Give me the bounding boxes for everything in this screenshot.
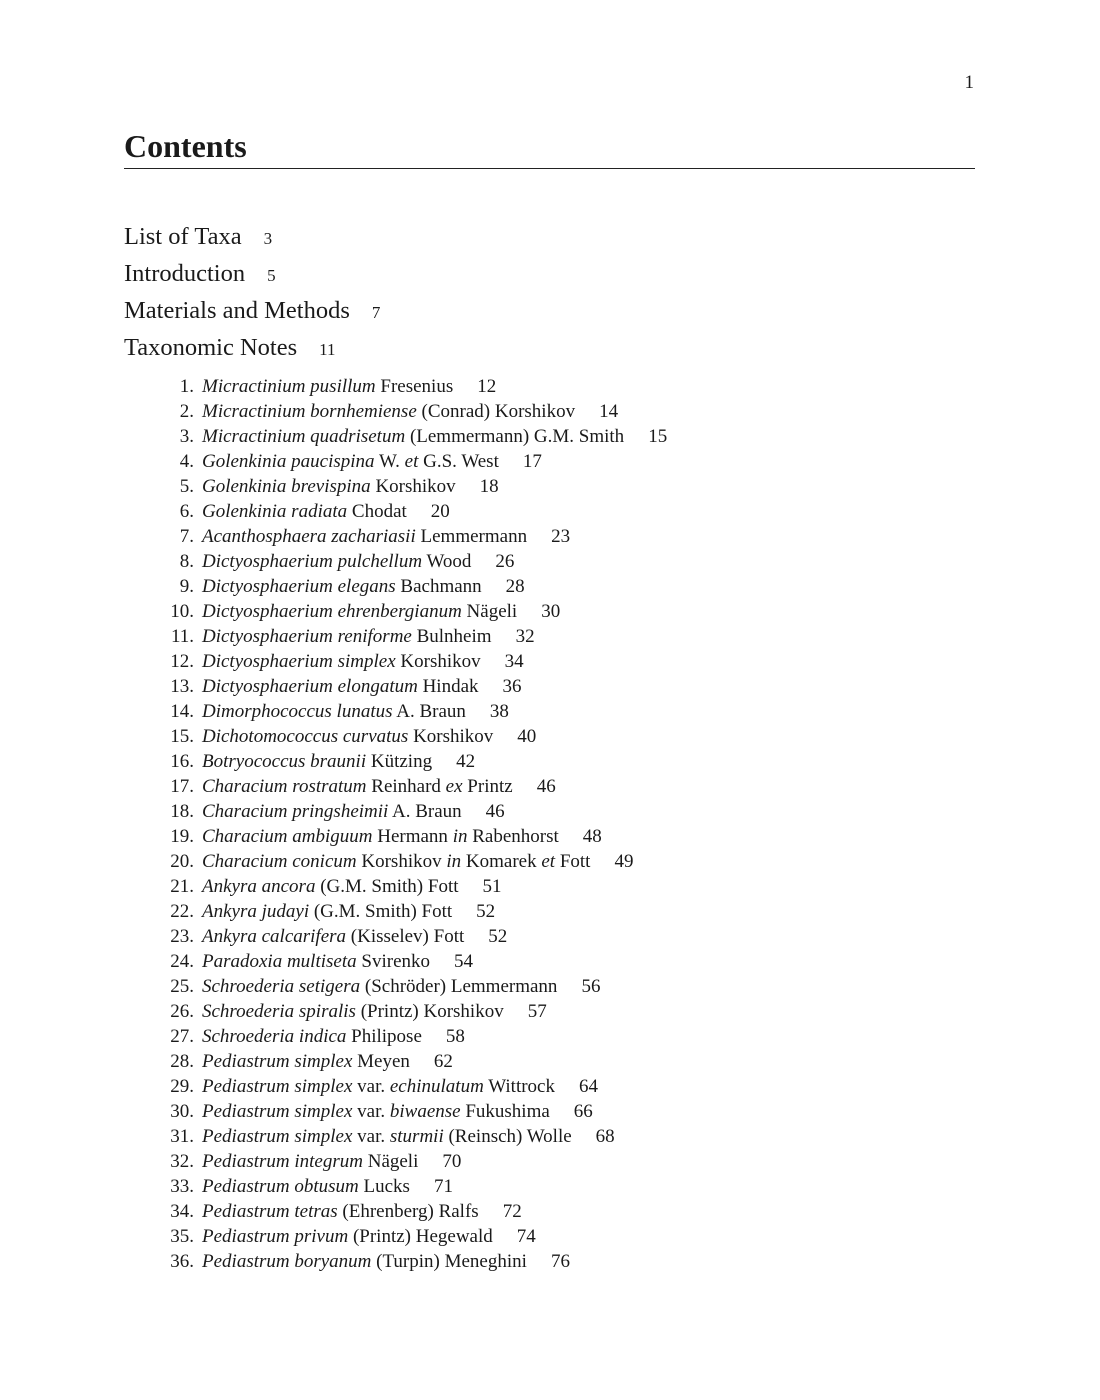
- taxon-number: 14.: [170, 701, 194, 722]
- taxon-entry[interactable]: [164, 1199, 667, 1224]
- taxon-name-roman-part: Rabenhorst: [467, 826, 559, 847]
- taxon-name-roman-part: Bachmann: [395, 576, 482, 597]
- taxon-page-number: 36: [502, 676, 522, 697]
- toc-entry-page: 3: [263, 229, 273, 248]
- taxon-number: 13.: [170, 676, 194, 697]
- taxon-entry[interactable]: [164, 374, 667, 399]
- taxon-name-roman-part: (Lemmermann) G.M. Smith: [405, 426, 625, 447]
- taxon-name: [202, 974, 557, 999]
- taxon-name-italic-part: Dimorphococcus lunatus: [202, 701, 393, 722]
- taxon-name-roman-part: Wood: [422, 551, 472, 572]
- taxon-number: 34.: [170, 1201, 194, 1222]
- taxon-page-number: 71: [433, 1176, 453, 1197]
- taxon-page-number: 40: [517, 726, 537, 747]
- taxon-entry[interactable]: [164, 549, 667, 574]
- page-title: Contents: [124, 128, 247, 164]
- taxon-name-roman-part: var.: [352, 1076, 390, 1097]
- taxon-name-italic-part: Pediastrum simplex: [202, 1101, 353, 1122]
- taxon-entry[interactable]: [164, 724, 667, 749]
- taxon-number: 19.: [170, 826, 194, 847]
- taxon-entry[interactable]: [164, 499, 667, 524]
- taxon-name-italic-part: sturmii: [389, 1126, 444, 1147]
- taxon-page-number: 74: [516, 1226, 536, 1247]
- taxon-number: 6.: [179, 501, 194, 522]
- taxon-name: [202, 874, 459, 899]
- taxon-name-italic-part: Characium ambiguum: [202, 826, 373, 847]
- taxon-number: 29.: [170, 1076, 194, 1097]
- taxon-name-italic-part: Dictyosphaerium pulchellum: [202, 551, 423, 572]
- taxon-entry[interactable]: [164, 1049, 667, 1074]
- taxon-name-roman-part: Chodat: [347, 501, 407, 522]
- taxon-name-roman-part: Meyen: [352, 1051, 410, 1072]
- taxon-page-number: 28: [505, 576, 525, 597]
- taxon-page-number: 26: [495, 551, 515, 572]
- taxon-entry[interactable]: [164, 1174, 667, 1199]
- taxon-page-number: 15: [648, 426, 668, 447]
- taxon-name-roman-part: G.S. West: [418, 451, 499, 472]
- taxon-name: [202, 1024, 422, 1049]
- taxon-name-roman-part: Kützing: [366, 751, 433, 772]
- taxon-page-number: 32: [515, 626, 535, 647]
- taxon-name: [202, 849, 590, 874]
- taxon-name-italic-part: Micractinium bornhemiense: [202, 401, 417, 422]
- taxon-page-number: 46: [536, 776, 556, 797]
- taxon-name-italic-part: Pediastrum privum: [202, 1226, 349, 1247]
- taxon-name-roman-part: Korshikov: [395, 651, 481, 672]
- taxon-entry[interactable]: [164, 749, 667, 774]
- taxon-entry[interactable]: [164, 424, 667, 449]
- taxon-page-number: 76: [550, 1251, 570, 1272]
- taxon-number: 31.: [170, 1126, 194, 1147]
- taxon-number: 12.: [170, 651, 194, 672]
- taxon-number: 28.: [170, 1051, 194, 1072]
- taxon-name-italic-part: Micractinium pusillum: [202, 376, 376, 397]
- toc-entry-taxonomic-notes[interactable]: [124, 329, 380, 366]
- taxon-name-italic-part: ex: [445, 776, 463, 797]
- taxon-name-italic-part: Golenkinia brevispina: [202, 476, 371, 497]
- taxon-name-roman-part: (Reinsch) Wolle: [443, 1126, 572, 1147]
- taxon-name-roman-part: W.: [374, 451, 405, 472]
- taxon-name-roman-part: Hindak: [417, 676, 479, 697]
- taxon-name: [202, 749, 432, 774]
- taxon-entry[interactable]: [164, 799, 667, 824]
- taxon-name: [202, 449, 499, 474]
- taxon-number: 8.: [179, 551, 194, 572]
- taxon-name-italic-part: Pediastrum simplex: [202, 1126, 353, 1147]
- taxon-number: 24.: [170, 951, 194, 972]
- taxon-page-number: 34: [504, 651, 524, 672]
- taxon-number: 36.: [170, 1251, 194, 1272]
- taxon-page-number: 18: [479, 476, 499, 497]
- taxon-entry[interactable]: [164, 1024, 667, 1049]
- taxon-number: 20.: [170, 851, 194, 872]
- taxon-name-roman-part: Lemmermann: [415, 526, 528, 547]
- taxon-name-italic-part: Golenkinia paucispina: [202, 451, 375, 472]
- taxon-name-italic-part: Micractinium quadrisetum: [202, 426, 406, 447]
- taxon-entry[interactable]: [164, 999, 667, 1024]
- taxon-name-italic-part: Dictyosphaerium elegans: [202, 576, 396, 597]
- taxon-number: 26.: [170, 1001, 194, 1022]
- taxon-name: [202, 399, 575, 424]
- taxon-name-roman-part: Bulnheim: [411, 626, 492, 647]
- toc-entry-title: Taxonomic Notes: [124, 334, 298, 361]
- taxon-page-number: 42: [456, 751, 476, 772]
- taxon-page-number: 30: [541, 601, 561, 622]
- taxon-name-roman-part: Wittrock: [483, 1076, 555, 1097]
- taxon-name-roman-part: (Schröder) Lemmermann: [360, 976, 558, 997]
- taxon-entry[interactable]: [164, 1224, 667, 1249]
- taxon-name-roman-part: (Conrad) Korshikov: [416, 401, 576, 422]
- top-level-entries: [124, 218, 380, 366]
- taxon-name-roman-part: (Printz) Korshikov: [355, 1001, 504, 1022]
- taxon-page-number: 51: [482, 876, 502, 897]
- taxon-page-number: 66: [573, 1101, 593, 1122]
- taxon-page-number: 23: [551, 526, 571, 547]
- taxon-page-number: 46: [485, 801, 505, 822]
- taxon-name-italic-part: Characium rostratum: [202, 776, 367, 797]
- taxon-page-number: 20: [430, 501, 450, 522]
- taxon-name-italic-part: Ankyra judayi: [202, 901, 310, 922]
- taxon-entry[interactable]: [164, 649, 667, 674]
- taxon-name: [202, 699, 466, 724]
- taxon-name-italic-part: Schroederia setigera: [202, 976, 361, 997]
- taxon-name-italic-part: Schroederia spiralis: [202, 1001, 356, 1022]
- taxon-name-italic-part: in: [446, 851, 462, 872]
- taxon-number: 10.: [170, 601, 194, 622]
- taxon-name: [202, 1149, 418, 1174]
- taxon-name-roman-part: A. Braun: [388, 801, 462, 822]
- taxon-page-number: 64: [579, 1076, 598, 1097]
- taxon-name-italic-part: Pediastrum simplex: [202, 1076, 353, 1097]
- taxon-number: 27.: [170, 1026, 194, 1047]
- taxon-name-roman-part: Korshikov: [370, 476, 456, 497]
- taxon-number: 21.: [170, 876, 194, 897]
- taxon-name: [202, 899, 452, 924]
- taxon-number: 4.: [179, 451, 194, 472]
- taxon-number: 3.: [179, 426, 194, 447]
- taxon-number: 32.: [170, 1151, 194, 1172]
- toc-entry-list-of-taxa[interactable]: [124, 218, 380, 255]
- taxon-name: [202, 1049, 410, 1074]
- taxon-name-roman-part: A. Braun: [392, 701, 466, 722]
- taxon-name: [202, 824, 559, 849]
- taxon-entry[interactable]: [164, 1074, 667, 1099]
- taxon-name-roman-part: (G.M. Smith) Fott: [309, 901, 453, 922]
- taxon-entry[interactable]: [164, 924, 667, 949]
- taxon-number: 22.: [170, 901, 194, 922]
- taxon-name: [202, 1099, 550, 1124]
- taxon-name: [202, 924, 464, 949]
- taxon-name-italic-part: Acanthosphaera zachariasii: [202, 526, 416, 547]
- taxon-number: 25.: [170, 976, 194, 997]
- taxon-name-roman-part: Korshikov: [408, 726, 494, 747]
- taxon-number: 33.: [170, 1176, 194, 1197]
- taxon-name: [202, 799, 462, 824]
- taxon-name-italic-part: Pediastrum integrum: [202, 1151, 363, 1172]
- taxon-name-roman-part: (Ehrenberg) Ralfs: [337, 1201, 479, 1222]
- taxon-name-italic-part: Characium conicum: [202, 851, 357, 872]
- taxon-name-roman-part: (G.M. Smith) Fott: [315, 876, 459, 897]
- taxon-name: [202, 599, 517, 624]
- taxon-number: 23.: [170, 926, 194, 947]
- taxon-entry[interactable]: [164, 699, 667, 724]
- taxon-page-number: 58: [445, 1026, 465, 1047]
- toc-entry-page: 11: [319, 340, 336, 359]
- taxon-name-italic-part: Paradoxia multiseta: [202, 951, 357, 972]
- taxon-page-number: 12: [477, 376, 497, 397]
- taxon-number: 9.: [179, 576, 194, 597]
- taxon-entry[interactable]: [164, 1099, 667, 1124]
- taxon-name: [202, 1199, 479, 1224]
- taxon-number: 7.: [179, 526, 194, 547]
- taxon-name-italic-part: Golenkinia radiata: [202, 501, 348, 522]
- taxon-name-italic-part: Dichotomococcus curvatus: [202, 726, 409, 747]
- taxon-name-italic-part: biwaense: [389, 1101, 461, 1122]
- taxon-name: [202, 774, 513, 799]
- taxon-entry[interactable]: [164, 599, 667, 624]
- taxon-name-roman-part: Svirenko: [356, 951, 430, 972]
- taxon-name: [202, 374, 453, 399]
- taxon-page-number: 57: [527, 1001, 547, 1022]
- taxon-name: [202, 949, 430, 974]
- taxon-name-italic-part: Dictyosphaerium ehrenbergianum: [202, 601, 462, 622]
- taxon-entry[interactable]: [164, 949, 667, 974]
- taxon-page-number: 52: [476, 901, 496, 922]
- taxon-name: [202, 524, 527, 549]
- taxon-number: 2.: [179, 401, 194, 422]
- taxon-number: 35.: [170, 1226, 194, 1247]
- taxon-name-roman-part: Fukushima: [460, 1101, 550, 1122]
- taxon-number: 11.: [170, 626, 194, 647]
- taxon-entry[interactable]: [164, 624, 667, 649]
- taxon-name: [202, 574, 482, 599]
- taxon-name-roman-part: (Kisselev) Fott: [346, 926, 465, 947]
- taxon-entry[interactable]: [164, 774, 667, 799]
- taxon-name-italic-part: Pediastrum obtusum: [202, 1176, 359, 1197]
- taxon-name-italic-part: Dictyosphaerium elongatum: [202, 676, 418, 697]
- taxon-page-number: 38: [489, 701, 509, 722]
- taxon-number: 1.: [179, 376, 194, 397]
- taxon-name: [202, 724, 493, 749]
- taxon-name-roman-part: Philipose: [346, 1026, 422, 1047]
- taxon-name: [202, 424, 624, 449]
- taxon-name: [202, 1124, 572, 1149]
- taxon-name-roman-part: Fott: [555, 851, 591, 872]
- taxon-page-number: 68: [595, 1126, 615, 1147]
- taxon-entry[interactable]: [164, 1149, 667, 1174]
- taxon-name-roman-part: (Printz) Hegewald: [348, 1226, 493, 1247]
- page-number: 1: [964, 72, 974, 93]
- taxon-entry[interactable]: [164, 974, 667, 999]
- taxon-entry[interactable]: [164, 874, 667, 899]
- taxon-name: [202, 549, 471, 574]
- taxon-page-number: 70: [442, 1151, 462, 1172]
- taxon-name: [202, 1074, 555, 1099]
- taxon-name-italic-part: Schroederia indica: [202, 1026, 347, 1047]
- taxon-name: [202, 1224, 493, 1249]
- taxon-name-roman-part: (Turpin) Meneghini: [371, 1251, 527, 1272]
- taxon-name-roman-part: Hermann: [372, 826, 453, 847]
- toc-entry-title: Materials and Methods: [124, 297, 350, 324]
- taxon-name-italic-part: Dictyosphaerium reniforme: [202, 626, 412, 647]
- taxon-entry[interactable]: [164, 1124, 667, 1149]
- toc-entry-page: 5: [267, 266, 276, 285]
- taxon-page-number: 56: [581, 976, 601, 997]
- taxon-name-italic-part: in: [452, 826, 468, 847]
- taxon-number: 30.: [170, 1101, 194, 1122]
- taxon-name-roman-part: Printz: [462, 776, 513, 797]
- taxon-entry[interactable]: [164, 574, 667, 599]
- taxon-name-roman-part: Reinhard: [366, 776, 446, 797]
- taxon-name: [202, 1174, 410, 1199]
- taxon-name-roman-part: Nägeli: [461, 601, 518, 622]
- taxon-name-italic-part: Ankyra ancora: [202, 876, 316, 897]
- taxon-name: [202, 674, 479, 699]
- taxon-name-roman-part: Lucks: [358, 1176, 410, 1197]
- taxon-name-italic-part: echinulatum: [389, 1076, 484, 1097]
- taxon-page-number: 62: [433, 1051, 453, 1072]
- taxon-page-number: 72: [502, 1201, 522, 1222]
- taxon-name: [202, 999, 504, 1024]
- taxon-name-roman-part: Nägeli: [362, 1151, 419, 1172]
- taxon-name: [202, 499, 407, 524]
- taxon-number: 5.: [179, 476, 194, 497]
- taxon-name-italic-part: Characium pringsheimii: [202, 801, 389, 822]
- contents-header: [124, 126, 975, 169]
- taxon-name-italic-part: Ankyra calcarifera: [202, 926, 347, 947]
- taxon-entry[interactable]: [164, 449, 667, 474]
- taxon-name: [202, 624, 492, 649]
- taxon-name: [202, 1249, 527, 1274]
- toc-entry-title: List of Taxa: [124, 223, 242, 250]
- taxon-page-number: 49: [614, 851, 634, 872]
- taxon-name-roman-part: var.: [352, 1101, 390, 1122]
- taxon-entry[interactable]: [164, 524, 667, 549]
- taxon-entry[interactable]: [164, 1249, 667, 1274]
- taxon-page-number: 52: [488, 926, 508, 947]
- taxon-number: 17.: [170, 776, 194, 797]
- taxon-name-italic-part: Pediastrum tetras: [202, 1201, 338, 1222]
- taxon-number: 16.: [170, 751, 194, 772]
- taxon-page-number: 14: [599, 401, 619, 422]
- taxon-entry[interactable]: [164, 399, 667, 424]
- taxon-name-roman-part: Fresenius: [375, 376, 454, 397]
- taxon-name-italic-part: et: [541, 851, 556, 872]
- toc-entry-page: 7: [371, 303, 381, 322]
- taxon-name-italic-part: Pediastrum simplex: [202, 1051, 353, 1072]
- taxon-number: 15.: [170, 726, 194, 747]
- taxa-list: [164, 374, 667, 1274]
- taxon-name-italic-part: et: [404, 451, 419, 472]
- taxon-name-roman-part: Komarek: [461, 851, 542, 872]
- taxon-number: 18.: [170, 801, 194, 822]
- taxon-name-italic-part: Pediastrum boryanum: [202, 1251, 372, 1272]
- taxon-page-number: 48: [582, 826, 602, 847]
- taxon-name-italic-part: Dictyosphaerium simplex: [202, 651, 396, 672]
- toc-entry-introduction[interactable]: [124, 255, 380, 292]
- taxon-name: [202, 649, 481, 674]
- taxon-name: [202, 474, 456, 499]
- taxon-page-number: 54: [454, 951, 473, 972]
- taxon-name-italic-part: Botryococcus braunii: [202, 751, 367, 772]
- taxon-entry[interactable]: [164, 474, 667, 499]
- toc-entry-title: Introduction: [124, 260, 246, 287]
- taxon-entry[interactable]: [164, 824, 667, 849]
- taxon-entry[interactable]: [164, 674, 667, 699]
- taxon-entry[interactable]: [164, 899, 667, 924]
- taxon-name-roman-part: Korshikov: [356, 851, 447, 872]
- taxon-name-roman-part: var.: [352, 1126, 390, 1147]
- taxon-entry[interactable]: [164, 849, 667, 874]
- toc-entry-materials-and-methods[interactable]: [124, 292, 380, 329]
- taxon-page-number: 17: [522, 451, 542, 472]
